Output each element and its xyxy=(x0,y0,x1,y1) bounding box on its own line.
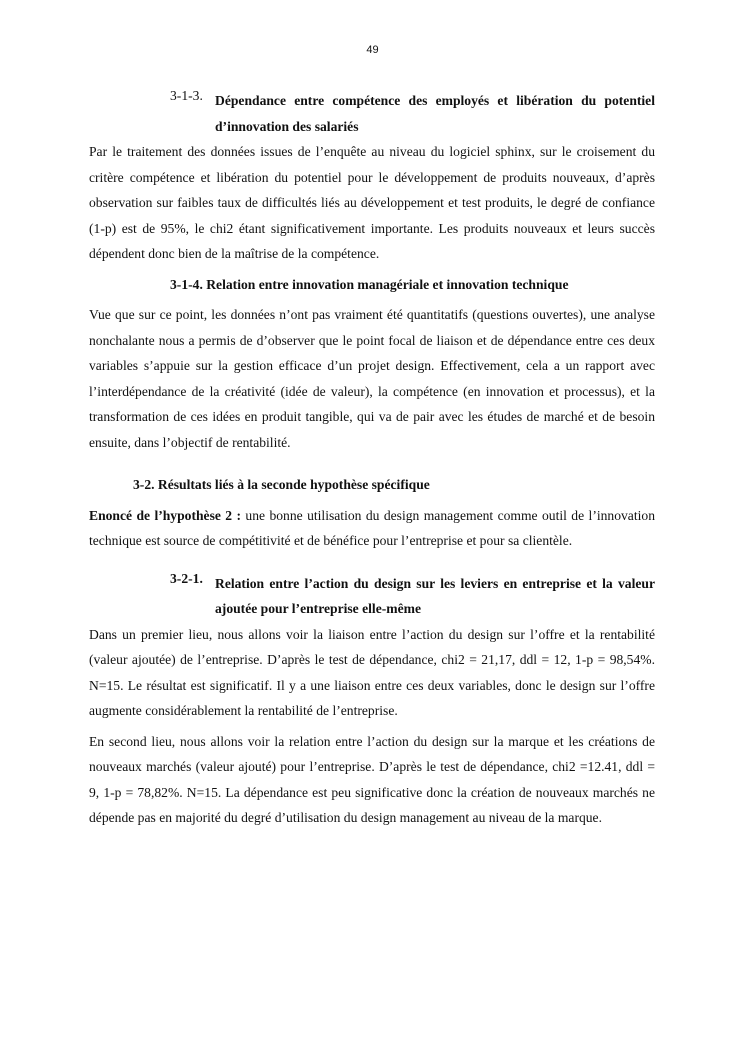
heading-3-1-3 xyxy=(170,88,655,139)
heading-3-1-3-title: Dépendance entre compétence des employés et libération du potentiel d’innovation des salariés xyxy=(215,93,655,134)
hypothesis-2-label: Enoncé de l’hypothèse 2 : xyxy=(89,507,242,523)
paragraph-3-1-4: Vue que sur ce point, les données n’ont pas vraiment été quantitatifs (questions ouvertes), une analyse nonchalante nous a permis de d’observer que le point focal de liaison et de dépendance entre ces deux variables s’appuie sur la gestion efficace d’un projet design. Effectivement, cela a un rapport avec l’interdépendance de la créativité (idée de valeur), la compétence (en innovation et processus), et la transformation de ces idées en produit tangible, qui va de pair avec les études de marché et de besoin ensuite, dans l’objectif de rentabilité. xyxy=(89,307,655,450)
heading-3-1-3-number: 3-1-3. xyxy=(170,88,203,103)
paragraph-3-2-1-second: En second lieu, nous allons voir la relation entre l’action du design sur la marque et les créations de nouveaux marchés (valeur ajouté) pour l’entreprise. D’après le test de dépendance, chi2 =12.41, ddl = 9, 1-p = 78,82%. N=15. La dépendance est peu significative donc la création de nouveaux marchés ne dépende pas en majorité du degré d’utilisation du design management au niveau de la marque. xyxy=(89,733,655,825)
page-number: 49 xyxy=(366,44,379,56)
heading-3-2-1 xyxy=(170,571,655,622)
paragraph-3-2-1-first: Dans un premier lieu, nous allons voir la liaison entre l’action du design sur l’offre et la rentabilité (valeur ajoutée) de l’entreprise. D’après le test de dépendance, chi2 = 21,17, ddl = 12, 1-p = 98,54%. N=15. Le résultat est significatif. Il y a une liaison entre ces deux variables, donc le design sur l’offre augmente considérablement la rentabilité de l’entreprise. xyxy=(89,626,655,718)
paragraph-3-1-3: Par le traitement des données issues de l’enquête au niveau du logiciel sphinx, sur le croisement du critère compétence et libération du potentiel pour le développement de produits nouveaux, d’après observation sur faibles taux de difficultés liés au développement et test produits, le degré de confiance (1-p) est de 95%, le chi2 étant significativement importante. Les produits nouveaux et leurs succès dépendent donc bien de la maîtrise de la compétence. xyxy=(89,144,655,261)
heading-3-1-4: 3-1-4. Relation entre innovation managériale et innovation technique xyxy=(170,276,569,292)
heading-3-2: 3-2. Résultats liés à la seconde hypothèse spécifique xyxy=(133,477,430,492)
heading-3-2-1-title: Relation entre l’action du design sur les leviers en entreprise et la valeur ajoutée pour l’entreprise elle-même xyxy=(215,575,655,616)
paragraph-hypothesis-2 xyxy=(89,503,655,554)
document-body xyxy=(89,88,655,831)
heading-3-2-1-number: 3-2-1. xyxy=(170,570,203,586)
hypothesis-2-text: une bonne utilisation du design management comme outil de l’innovation technique est source de compétitivité et de bénéfice pour l’entreprise et pour sa clientèle. xyxy=(89,507,655,548)
